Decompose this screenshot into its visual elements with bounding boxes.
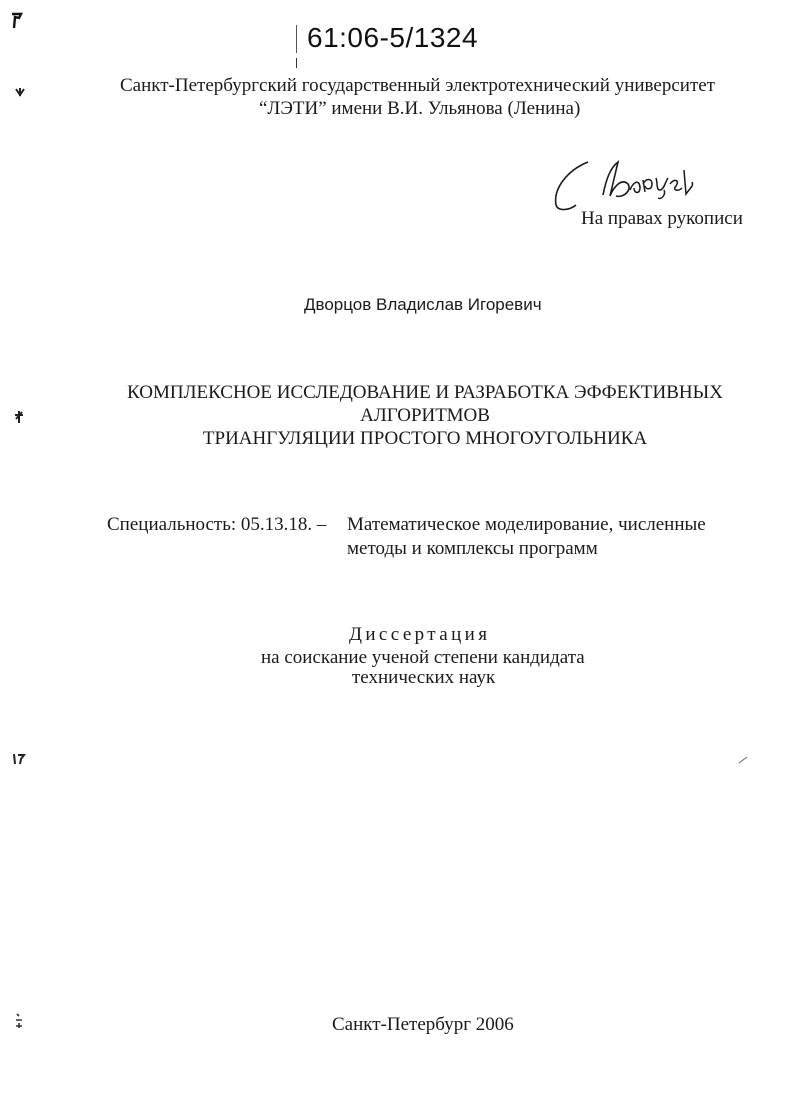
title-line: АЛГОРИТМОВ xyxy=(360,405,490,426)
degree-line-2: технических наук xyxy=(352,667,496,688)
margin-mark-icon xyxy=(12,752,26,766)
margin-mark-icon xyxy=(14,86,26,98)
degree-line-1: на соискание ученой степени кандидата xyxy=(261,647,585,668)
city-year: Санкт-Петербург 2006 xyxy=(332,1014,514,1035)
stamp-divider xyxy=(296,25,297,53)
dissertation-title xyxy=(100,381,750,450)
margin-mark-icon xyxy=(14,1012,24,1030)
dissertation-heading: Диссертация xyxy=(349,624,491,645)
title-line: КОМПЛЕКСНОЕ ИССЛЕДОВАНИЕ И РАЗРАБОТКА ЭФФЕКТИВНЫХ xyxy=(127,382,723,403)
archive-stamp-code: 61:06-5/1324 xyxy=(307,22,479,53)
margin-mark-icon xyxy=(13,410,25,424)
specialty-value-line-1: Математическое моделирование, численные xyxy=(347,514,706,535)
corner-mark-icon xyxy=(10,12,24,30)
university-name-line-1: Санкт-Петербургский государственный электротехнический университет xyxy=(120,75,715,96)
university-name-line-2: “ЛЭТИ” имени В.И. Ульянова (Ленина) xyxy=(259,98,581,119)
author-name: Дворцов Владислав Игоревич xyxy=(304,295,542,314)
specialty-value-line-2: методы и комплексы программ xyxy=(347,538,598,559)
specialty-label: Специальность: 05.13.18. – xyxy=(107,514,327,535)
stamp-tick xyxy=(296,58,297,68)
margin-mark-icon xyxy=(738,756,748,764)
title-line: ТРИАНГУЛЯЦИИ ПРОСТОГО МНОГОУГОЛЬНИКА xyxy=(202,428,648,449)
manuscript-rights-note: На правах рукописи xyxy=(581,208,743,229)
